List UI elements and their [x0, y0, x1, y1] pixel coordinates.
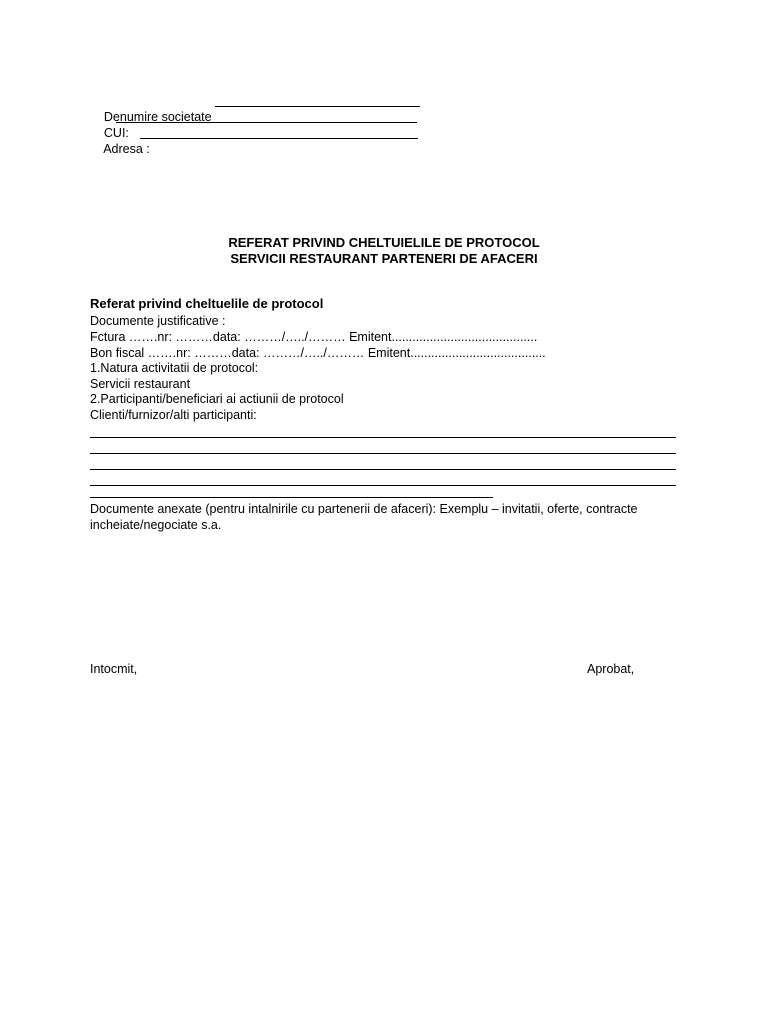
fill-line [90, 485, 676, 486]
clienti-label: Clienti/furnizor/alti participanti: [90, 408, 257, 422]
bon-fiscal-line: Bon fiscal …….nr: ………data: ………/…../……… Emitent....................................... [90, 346, 546, 360]
natura-value: Servicii restaurant [90, 377, 191, 391]
fill-line [90, 469, 676, 470]
document-title-line2: SERVICII RESTAURANT PARTENERI DE AFACERI [230, 251, 538, 266]
address-field [90, 125, 150, 173]
company-name-label: Denumire societate [103, 110, 212, 124]
factura-line: Fctura …….nr: ………data: ………/…../……… Emitent.......................................... [90, 330, 538, 344]
aprobat-label: Aprobat, [587, 662, 635, 676]
cui-label: CUI: [103, 126, 129, 140]
natura-label: 1.Natura activitatii de protocol: [90, 361, 259, 375]
company-name-underline [215, 106, 420, 107]
documents-label: Documente justificative : [90, 314, 226, 328]
cui-underline [116, 122, 417, 123]
fill-line-short [90, 497, 493, 498]
section-heading: Referat privind cheltuelile de protocol [90, 296, 324, 311]
document-title-line1: REFERAT PRIVIND CHELTUIELILE DE PROTOCOL [228, 235, 540, 250]
intocmit-label: Intocmit, [90, 662, 138, 676]
participanti-label: 2.Participanti/beneficiari ai actiunii de protocol [90, 392, 344, 406]
address-label: Adresa : [103, 142, 150, 156]
address-underline [140, 138, 418, 139]
fill-line [90, 453, 676, 454]
fill-line [90, 437, 676, 438]
anexe-note: Documente anexate (pentru intalnirile cu partenerii de afaceri): Exemplu – invitatii, oferte, contracte incheiate/negociate s.a. [90, 502, 638, 532]
